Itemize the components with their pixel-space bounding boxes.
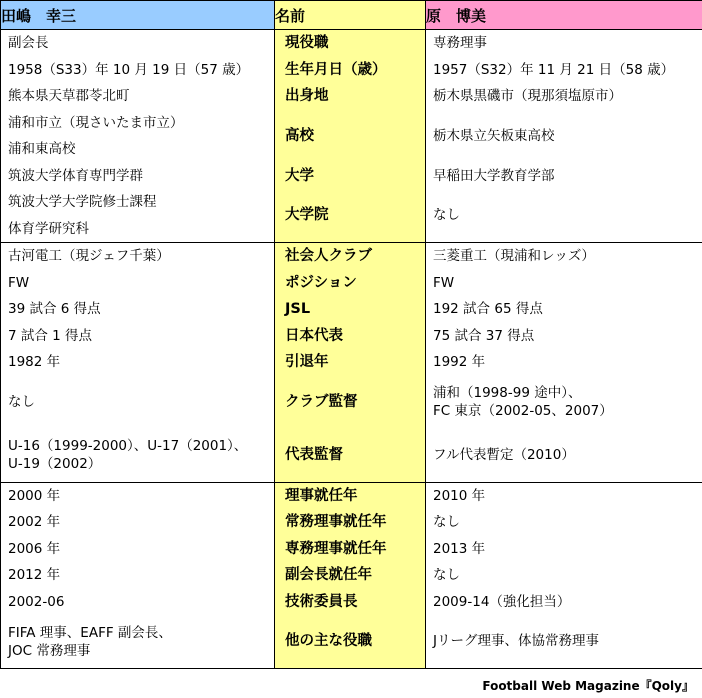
- right-club-manager: [426, 376, 702, 429]
- label-retirement-year: 引退年: [285, 354, 329, 370]
- left-jsl-record: 39 試合 6 得点: [8, 301, 101, 317]
- right-birthdate: 1957（S32）年 11 月 21 日（58 歳）: [433, 61, 675, 78]
- left-vice-president-year: 2012 年: [8, 567, 61, 583]
- left-position: FW: [8, 274, 30, 291]
- label-managing-director-year: 常務理事就任年: [285, 514, 387, 530]
- left-highschool-line1: 浦和市立（現さいたま市立）: [8, 114, 184, 131]
- right-jsl-record: 192 試合 65 得点: [433, 301, 543, 317]
- left-birthdate: 1958（S33）年 10 月 19 日（57 歳）: [8, 61, 250, 78]
- association-left-cell: [1, 482, 275, 669]
- label-director-year: 理事就任年: [285, 487, 358, 504]
- profile-left-cell: [1, 30, 275, 243]
- right-club: 三菱重工（現浦和レッズ）: [433, 248, 595, 264]
- left-current-position: 副会長: [8, 35, 49, 51]
- label-national-team: 日本代表: [285, 327, 343, 344]
- right-club-manager-line1: 浦和（1998-99 途中）、: [433, 385, 582, 401]
- right-club-manager-line2: FC 東京（2002-05、2007）: [433, 403, 613, 419]
- left-national-manager: [1, 429, 274, 482]
- header-name-left: 田嶋 幸三: [1, 1, 275, 30]
- label-vice-president-year: 副会長就任年: [285, 567, 372, 583]
- right-university: 早稲田大学教育学部: [433, 167, 555, 184]
- right-position: FW: [433, 274, 455, 291]
- label-birthdate: 生年月日（歳）: [285, 61, 387, 78]
- left-national-team-record: 7 試合 1 得点: [8, 327, 93, 344]
- label-university: 大学: [285, 167, 314, 184]
- left-other-roles: [1, 615, 274, 668]
- left-technical-committee: 2002-06: [8, 593, 65, 610]
- right-retirement-year: 1992 年: [433, 354, 486, 370]
- label-birthplace: 出身地: [285, 88, 329, 104]
- right-national-team-record: 75 試合 37 得点: [433, 327, 535, 344]
- label-national-manager: 代表監督: [285, 446, 343, 463]
- label-highschool: 高校: [285, 127, 314, 144]
- left-director-year: 2000 年: [8, 487, 61, 504]
- right-national-manager: フル代表暫定（2010）: [433, 446, 575, 463]
- right-managing-director-year: なし: [433, 514, 460, 530]
- left-club-manager: なし: [8, 393, 35, 410]
- left-executive-director-year: 2006 年: [8, 540, 61, 557]
- label-technical-committee: 技術委員長: [285, 593, 358, 610]
- right-gradschool: なし: [433, 207, 460, 224]
- career-label-cell: [275, 243, 426, 483]
- left-managing-director-year: 2002 年: [8, 514, 61, 530]
- right-director-year: 2010 年: [433, 487, 486, 504]
- left-club: 古河電工（現ジェフ千葉）: [8, 248, 170, 264]
- label-executive-director-year: 専務理事就任年: [285, 540, 387, 557]
- right-birthplace: 栃木県黒磯市（現那須塩原市）: [433, 88, 622, 104]
- profile-right-cell: [426, 30, 702, 243]
- header-name-right: 原 博美: [426, 1, 702, 30]
- left-national-manager-line1: U-16（1999-2000）、U-17（2001）、: [8, 438, 248, 454]
- right-other-roles: Jリーグ理事、体協常務理事: [433, 633, 599, 650]
- label-club: 社会人クラブ: [285, 248, 372, 264]
- section-association: [1, 482, 702, 669]
- left-highschool-line2: 浦和東高校: [8, 141, 76, 157]
- right-highschool: 栃木県立矢板東高校: [433, 127, 555, 144]
- section-profile: [1, 30, 702, 243]
- label-other-roles: 他の主な役職: [285, 633, 372, 650]
- left-other-roles-line1: FIFA 理事、EAFF 副会長、: [8, 624, 172, 641]
- left-other-roles-line2: JOC 常務理事: [8, 642, 91, 659]
- label-jsl: JSL: [285, 301, 311, 317]
- career-right-cell: [426, 243, 702, 483]
- left-retirement-year: 1982 年: [8, 354, 61, 370]
- right-vice-president-year: なし: [433, 567, 460, 583]
- left-university: 筑波大学体育専門学群: [8, 167, 143, 184]
- label-gradschool: 大学院: [285, 207, 329, 224]
- left-gradschool-line2: 体育学研究科: [8, 220, 89, 237]
- association-right-cell: [426, 482, 702, 669]
- right-current-position: 専務理事: [433, 35, 487, 51]
- right-executive-director-year: 2013 年: [433, 540, 486, 557]
- header-label-column: 名前: [275, 1, 426, 30]
- profile-label-cell: [275, 30, 426, 243]
- label-current-position: 現役職: [285, 35, 329, 51]
- left-national-manager-line2: U-19（2002）: [8, 456, 102, 472]
- association-label-cell: [275, 482, 426, 669]
- section-career: [1, 243, 702, 483]
- left-birthplace: 熊本県天草郡苓北町: [8, 88, 130, 104]
- label-position: ポジション: [285, 274, 357, 291]
- left-gradschool-line1: 筑波大学大学院修士課程: [8, 194, 157, 210]
- header-row: [1, 1, 702, 30]
- right-technical-committee: 2009-14（強化担当）: [433, 593, 571, 610]
- source-credit: Football Web Magazine『Qoly』: [482, 679, 694, 693]
- career-left-cell: [1, 243, 275, 483]
- label-club-manager: クラブ監督: [285, 393, 358, 410]
